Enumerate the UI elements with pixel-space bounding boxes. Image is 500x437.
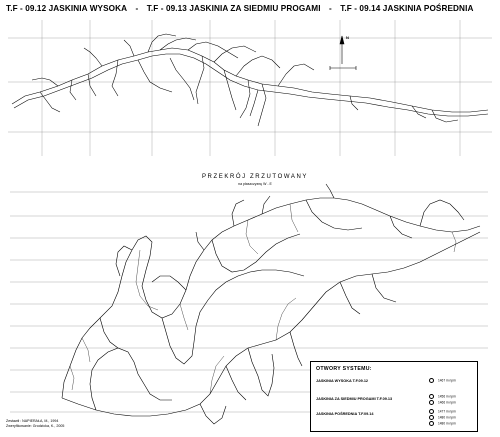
credits-line: Zestawił : NAPIERAŁA, M., 1994 <box>6 419 59 423</box>
title-cave-2: T.F - 09.13 JASKINIA ZA SIEDMIU PROGAMI <box>146 4 321 13</box>
legend-entrance: 1456 m npm <box>429 394 456 399</box>
map-credits <box>6 419 64 429</box>
title-cave-1: T.F - 09.12 JASKINIA WYSOKA <box>6 4 128 13</box>
plan-passages <box>12 34 488 126</box>
legend-cave-name: JASKINIA ZA SIEDMIU PROGAMI T.F.09.13 <box>316 397 393 401</box>
section-title: PRZEKRÓJ ZRZUTOWANY <box>201 174 309 180</box>
legend-entrance: 1480 m npm <box>429 415 456 420</box>
title-separator: - <box>135 4 139 13</box>
north-arrow-icon <box>330 36 356 70</box>
entrance-symbol-icon <box>429 415 434 420</box>
legend-entrance: 1477 m npm <box>429 409 456 414</box>
legend-box <box>310 361 478 432</box>
legend-entrance: 1467 m npm <box>429 378 456 383</box>
legend-entrance: 1466 m npm <box>429 400 456 405</box>
entrance-symbol-icon <box>429 409 434 414</box>
title-cave-3: T.F - 09.14 JASKINIA POŚREDNIA <box>340 4 474 13</box>
title-separator: - <box>328 4 332 13</box>
legend-cave-name: JASKINIA POŚREDNIA T.F.09.14 <box>316 412 374 416</box>
legend-heading: OTWORY SYSTEMU: <box>316 366 372 372</box>
legend-entrance: 1480 m npm <box>429 421 456 426</box>
entrance-symbol-icon <box>429 378 434 383</box>
entrance-symbol-icon <box>429 400 434 405</box>
section-subtitle: na płaszczyznę W - E <box>238 182 272 186</box>
north-label: N <box>346 35 349 40</box>
credits-line: Zweryfikowanie: Grodzicka, K., 2005 <box>6 424 65 428</box>
legend-cave-name: JASKINIA WYSOKA T.F.09.12 <box>316 379 369 383</box>
entrance-symbol-icon <box>429 421 434 426</box>
entrance-symbol-icon <box>429 394 434 399</box>
